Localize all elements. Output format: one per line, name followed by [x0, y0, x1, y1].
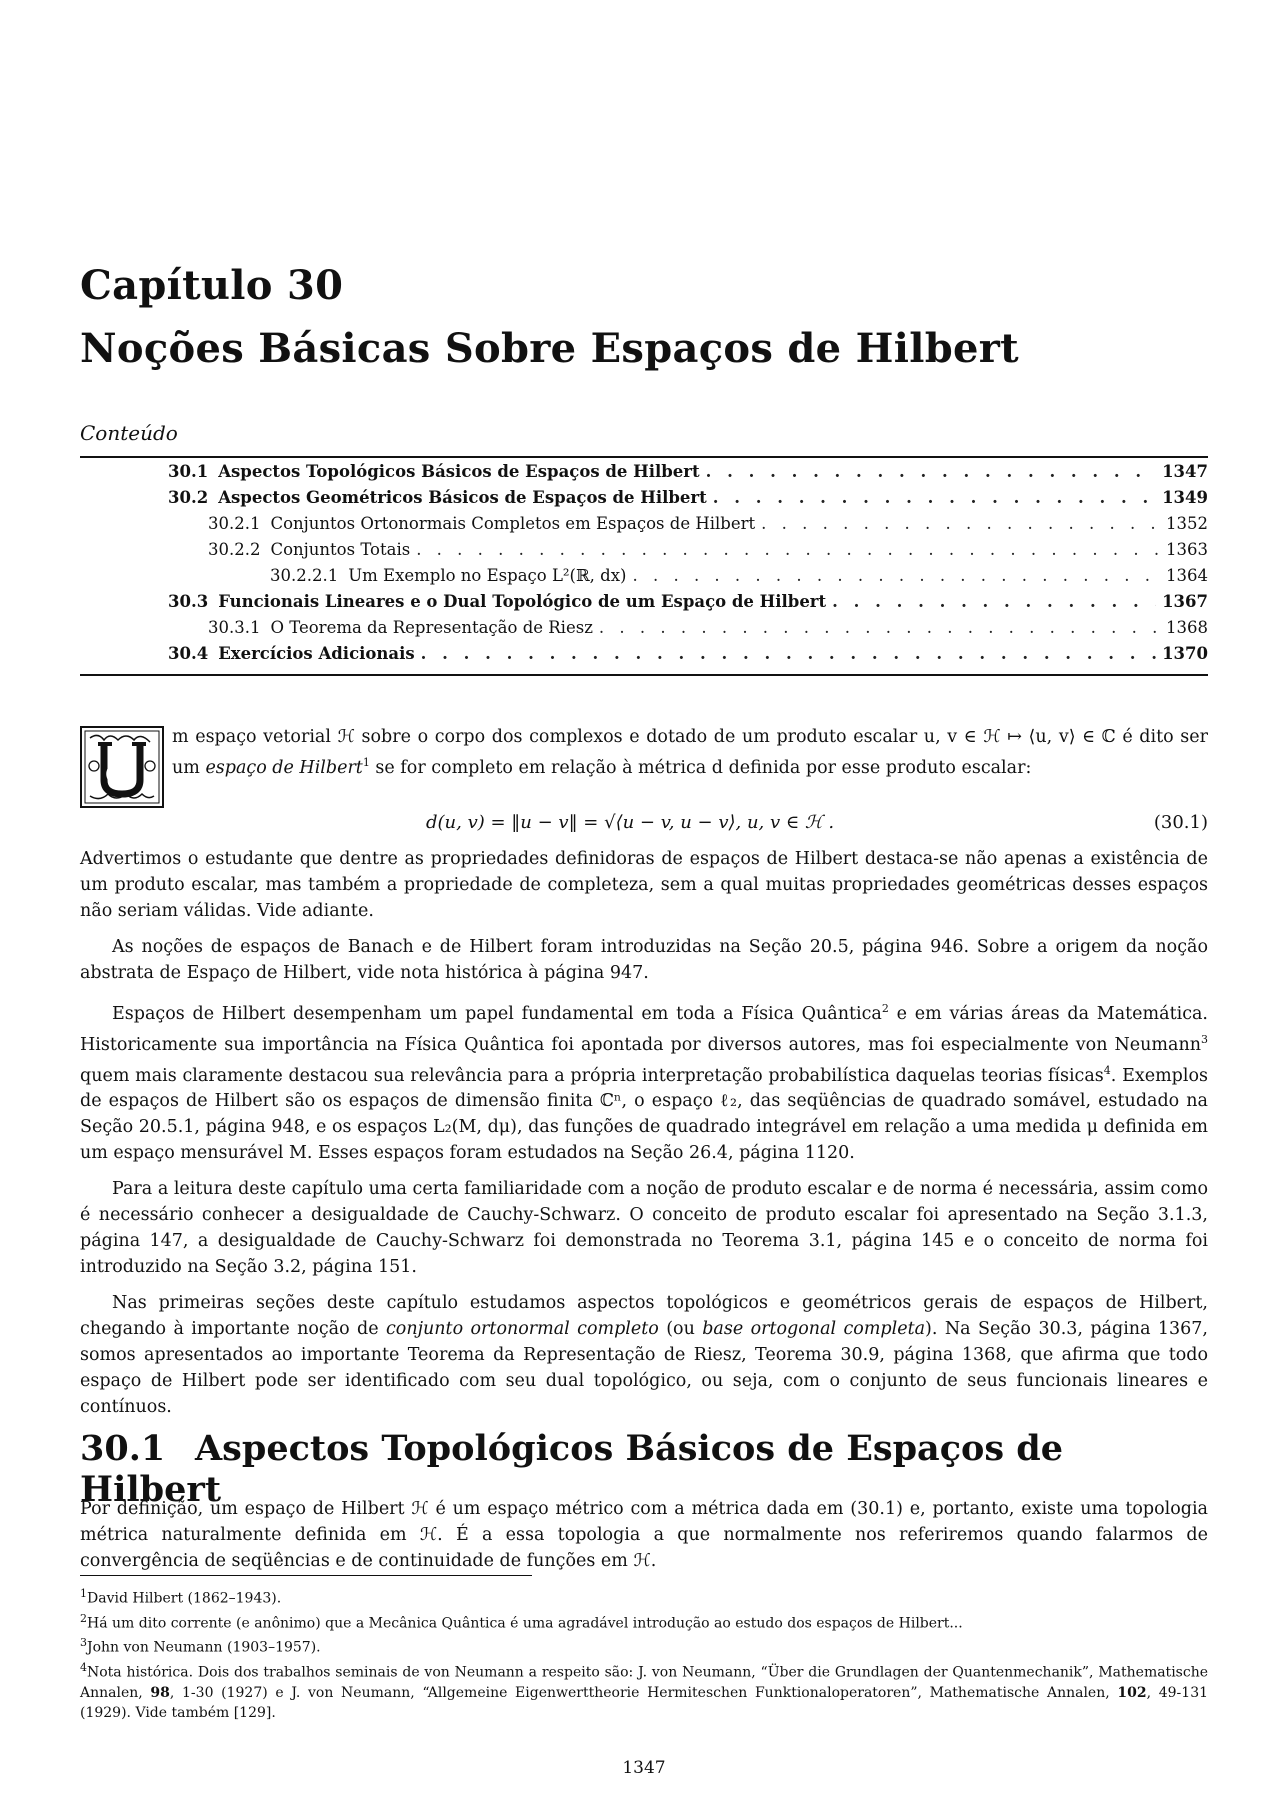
paragraph-text: Nas primeiras seções deste capítulo estudamos aspectos topológicos e geométricos gerais de espaços de Hilbert, chegando à importante noção de [80, 1293, 1208, 1340]
toc-leader-dots [421, 644, 1156, 663]
intro-paragraph-5: Para a leitura deste capítulo uma certa familiaridade com a noção de produto escalar e de norma é necessária, assim como é necessário conhecer a desigualdade de Cauchy-Schwarz. O conceito de produto escalar foi apresentado na Seção 3.1.3, página 147, a desigualdade de Cauchy-Schwarz foi demonstrada no Teorema 3.1, página 145 e o conceito de norma foi introduzido na Seção 3.2, página 151. [80, 1179, 1208, 1278]
toc-entry-title: Aspectos Topológicos Básicos de Espaços de Hilbert [218, 462, 700, 481]
equation-tag: (30.1) [1153, 812, 1208, 833]
paragraph-text: Espaços de Hilbert desempenham um papel fundamental em toda a Física Quântica [112, 1003, 882, 1024]
footnote-text: Há um dito corrente (e anônimo) que a Mecânica Quântica é uma agradável introdução ao estudo dos espaços de Hilbert... [87, 1615, 963, 1632]
toc-entry-title: Funcionais Lineares e o Dual Topológico de um Espaço de Hilbert [218, 592, 827, 611]
toc-entry-title: Conjuntos Ortonormais Completos em Espaços de Hilbert [270, 514, 756, 533]
paragraph-text: (ou [658, 1319, 703, 1340]
footnotes [80, 1584, 1208, 1723]
footnote-mark: 3 [80, 1636, 87, 1650]
toc-entry-number: 30.2 [168, 488, 209, 507]
toc-entry-title: Conjuntos Totais [270, 540, 411, 559]
toc-entry[interactable] [80, 618, 1208, 644]
footnote-text: David Hilbert (1862–1943). [87, 1590, 282, 1607]
footnote-ref[interactable]: 4 [1103, 1063, 1111, 1077]
intro-paragraph-3: As noções de espaços de Banach e de Hilbert foram introduzidas na Seção 20.5, página 946. Sobre a origem da noção abstrata de Espaço de Hilbert, vide nota histórica à página 947. [80, 937, 1208, 983]
toc-entry-number: 30.1 [168, 462, 209, 481]
toc-entry-page: 1347 [1162, 462, 1208, 481]
equation-body: d(u, v) = ‖u − v‖ = √⟨u − v, u − v⟩, u, v ∈ ℋ . [426, 812, 835, 833]
footnote-text: , 1-30 (1927) e J. von Neumann, “Allgemeine Eigenwerttheorie Hermiteschen Funktionaloperatoren”, Mathematische Annalen, [169, 1684, 1118, 1701]
toc-entry-number: 30.2.1 [208, 514, 261, 533]
volume-number: 102 [1117, 1684, 1147, 1701]
footnote-ref[interactable]: 2 [881, 1002, 889, 1015]
toc-leader-dots [632, 566, 1158, 585]
section-number: 30.1 [80, 1428, 166, 1469]
section-paragraph: Por definição, um espaço de Hilbert ℋ é um espaço métrico com a métrica dada em (30.1) e, portanto, existe uma topologia métrica naturalmente definida em ℋ. É a essa topologia a que normalmente nos referiremos quando falarmos de convergência de seqüências e de continuidade de funções em ℋ. [80, 1499, 1208, 1571]
emphasized-term: base ortogonal completa [702, 1319, 926, 1340]
toc-leader-dots [706, 462, 1156, 481]
chapter-title: Noções Básicas Sobre Espaços de Hilbert [80, 325, 1019, 372]
toc-entry-number: 30.2.2 [208, 540, 261, 559]
intro-paragraph-2: Advertimos o estudante que dentre as propriedades definidoras de espaços de Hilbert destaca-se não apenas a existência de um produto escalar, mas também a propriedade de completeza, sem a qual muitas propriedades geométricas desses espaços não seriam válidas. Vide adiante. [80, 849, 1208, 921]
toc-leader-dots [761, 514, 1158, 533]
toc-entry[interactable] [80, 514, 1208, 540]
paragraph-text: quem mais claramente destacou sua relevância para a própria interpretação probabilística daquelas teorias físicas [80, 1065, 1104, 1086]
toc-leader-dots [713, 488, 1156, 507]
paragraph-text: e em várias áreas da Matemática. Historicamente sua importância na Física Quântica foi apontada por diversos autores, mas foi especialmente von Neumann [80, 1003, 1208, 1055]
volume-number: 98 [150, 1684, 170, 1701]
document-page [80, 0, 1208, 1811]
defined-term: espaço de Hilbert [205, 757, 363, 778]
toc-entry-title: Exercícios Adicionais [218, 644, 415, 663]
toc-entry-page: 1349 [1162, 488, 1208, 507]
footnote-ref[interactable]: 3 [1201, 1032, 1208, 1046]
toc-entry-title: O Teorema da Representação de Riesz [270, 618, 593, 637]
intro-text: m espaço vetorial ℋ sobre o corpo dos complexos e dotado de um produto escalar u, v ∈ ℋ ↦ ⟨u, v⟩ ∈ ℂ é dito ser um [172, 727, 1208, 778]
contents-label: Conteúdo [80, 421, 178, 445]
toc-leader-dots [599, 618, 1158, 637]
toc-entry-page: 1370 [1162, 644, 1208, 663]
toc-entry-title: Aspectos Geométricos Básicos de Espaços de Hilbert [218, 488, 707, 507]
toc-entry-title: Um Exemplo no Espaço L²(ℝ, dx) [348, 566, 627, 585]
toc-entry-page: 1368 [1166, 618, 1208, 637]
footnote-mark: 2 [80, 1611, 87, 1625]
footnote-ref[interactable]: 1 [362, 756, 370, 769]
toc-entry[interactable] [80, 488, 1208, 514]
intro-paragraph-6 [80, 1290, 1208, 1420]
toc-entry-page: 1364 [1166, 566, 1208, 585]
toc-entry-number: 30.3.1 [208, 618, 261, 637]
table-of-contents [80, 456, 1208, 676]
emphasized-term: conjunto ortonormal completo [385, 1319, 659, 1340]
chapter-intro [80, 724, 1208, 1430]
toc-leader-dots [832, 592, 1156, 611]
toc-entry[interactable] [80, 462, 1208, 488]
footnote-text: John von Neumann (1903–1957). [87, 1639, 321, 1656]
toc-entry[interactable] [80, 566, 1208, 592]
footnote-text: Nota histórica. Dois dos trabalhos seminais de von Neumann a respeito são: J. von Neumann, “Über die Grundlagen der Quantenmechanik”, Mathematische Annalen, [80, 1664, 1208, 1701]
toc-entry-page: 1363 [1166, 540, 1208, 559]
toc-entry[interactable] [80, 644, 1208, 670]
intro-text: se for completo em relação à métrica d definida por esse produto escalar: [369, 757, 1032, 778]
footnote-4 [80, 1658, 1208, 1723]
toc-entry[interactable] [80, 540, 1208, 566]
footnote-text: , 49-131 (1929). Vide também [129]. [80, 1684, 1209, 1721]
chapter-number: Capítulo 30 [80, 262, 344, 309]
footnote-mark: 4 [80, 1660, 87, 1674]
paragraph-text: ). Na Seção 30.3, página 1367, somos apresentados ao importante Teorema da Representação de Riesz, Teorema 30.9, página 1368, que afirma que todo espaço de Hilbert pode ser identificado com seu dual topológico, ou seja, com o conjunto de seus funcionais lineares e contínuos. [80, 1319, 1208, 1418]
ornamental-dropcap-u-icon [80, 726, 164, 808]
toc-entry-number: 30.3 [168, 592, 209, 611]
toc-entry-number: 30.2.2.1 [270, 566, 339, 585]
toc-leader-dots [416, 540, 1158, 559]
toc-entry[interactable] [80, 592, 1208, 618]
toc-entry-page: 1367 [1162, 592, 1208, 611]
footnote-2 [80, 1609, 1208, 1634]
footnote-mark: 1 [80, 1587, 87, 1600]
footnote-divider [80, 1575, 532, 1576]
intro-paragraph-1 [80, 724, 1208, 781]
page-number: 1347 [622, 1758, 666, 1778]
footnote-3 [80, 1633, 1208, 1658]
toc-entry-page: 1352 [1166, 514, 1208, 533]
footnote-1 [80, 1584, 1208, 1609]
equation-30-1 [80, 808, 1208, 844]
intro-paragraph-4 [80, 996, 1208, 1166]
paragraph-text: . Exemplos de espaços de Hilbert são os espaços de dimensão finita ℂⁿ, o espaço ℓ₂, das seqüências de quadrado somável, estudado na Seção 20.5.1, página 948, e os espaços L₂(M, dμ), das funções de quadrado integrável em relação a uma medida μ definida em um espaço mensurável M. Esses espaços foram estudados na Seção 26.4, página 1120. [80, 1065, 1208, 1164]
toc-entry-number: 30.4 [168, 644, 209, 663]
section-title: Aspectos Topológicos Básicos de Espaços de Hilbert [80, 1428, 1064, 1510]
